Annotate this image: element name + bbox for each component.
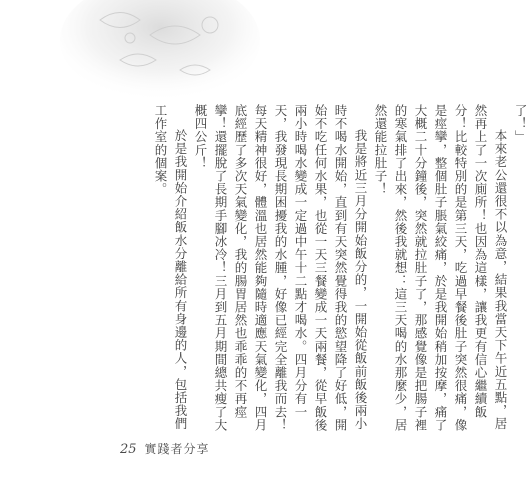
running-title: 實踐者分享 — [144, 442, 210, 456]
paragraph: 本來老公還很不以為意，結果我當天下午近五點，居然再上了一次廁所！也因為這樣，讓我更有信心繼續飯分！比較特別的是第三天，吃過早餐後肚子突然很痛，像是痙攣，整個肚子脹氣絞痛，於是我開始稍加按摩，痛了大概二十分鐘後，突然就拉肚子了，那感覺像是把腸子裡的寒氣排了出來，然後我就想：這三天喝的水那麼少，居然還能拉肚子！ — [373, 104, 508, 432]
page-footer — [120, 440, 210, 457]
page-number: 25 — [120, 442, 137, 457]
paragraph: 了！」 — [513, 104, 528, 144]
paragraph: 於是我開始介紹飯水分離給所有身邊的人，包括我們工作室的個案。 — [153, 104, 188, 431]
floral-watermark-decoration — [60, 0, 260, 110]
paragraph: 我是將近三月分開始飯分的，一開始從飯前飯後兩小時不喝水開始，直到有天突然覺得我的慾望降了好低，開始不吃任何水果，也從一天三餐變成一天兩餐，從早飯後兩小時喝水變成一定過中午十二點才喝水。四月分有一天，我發現長期困擾我的水腫，好像已經完全離我而去！每天精神很好，體溫也居然能夠隨時適應天氣變化，四月底經歷了多次天氣變化，我的腸胃居然也乖乖的不再痙攣！還擺脫了長期手腳冰冷！三月到五月期間總共瘦了大概四公斤！ — [193, 104, 368, 432]
article-body — [150, 104, 530, 434]
